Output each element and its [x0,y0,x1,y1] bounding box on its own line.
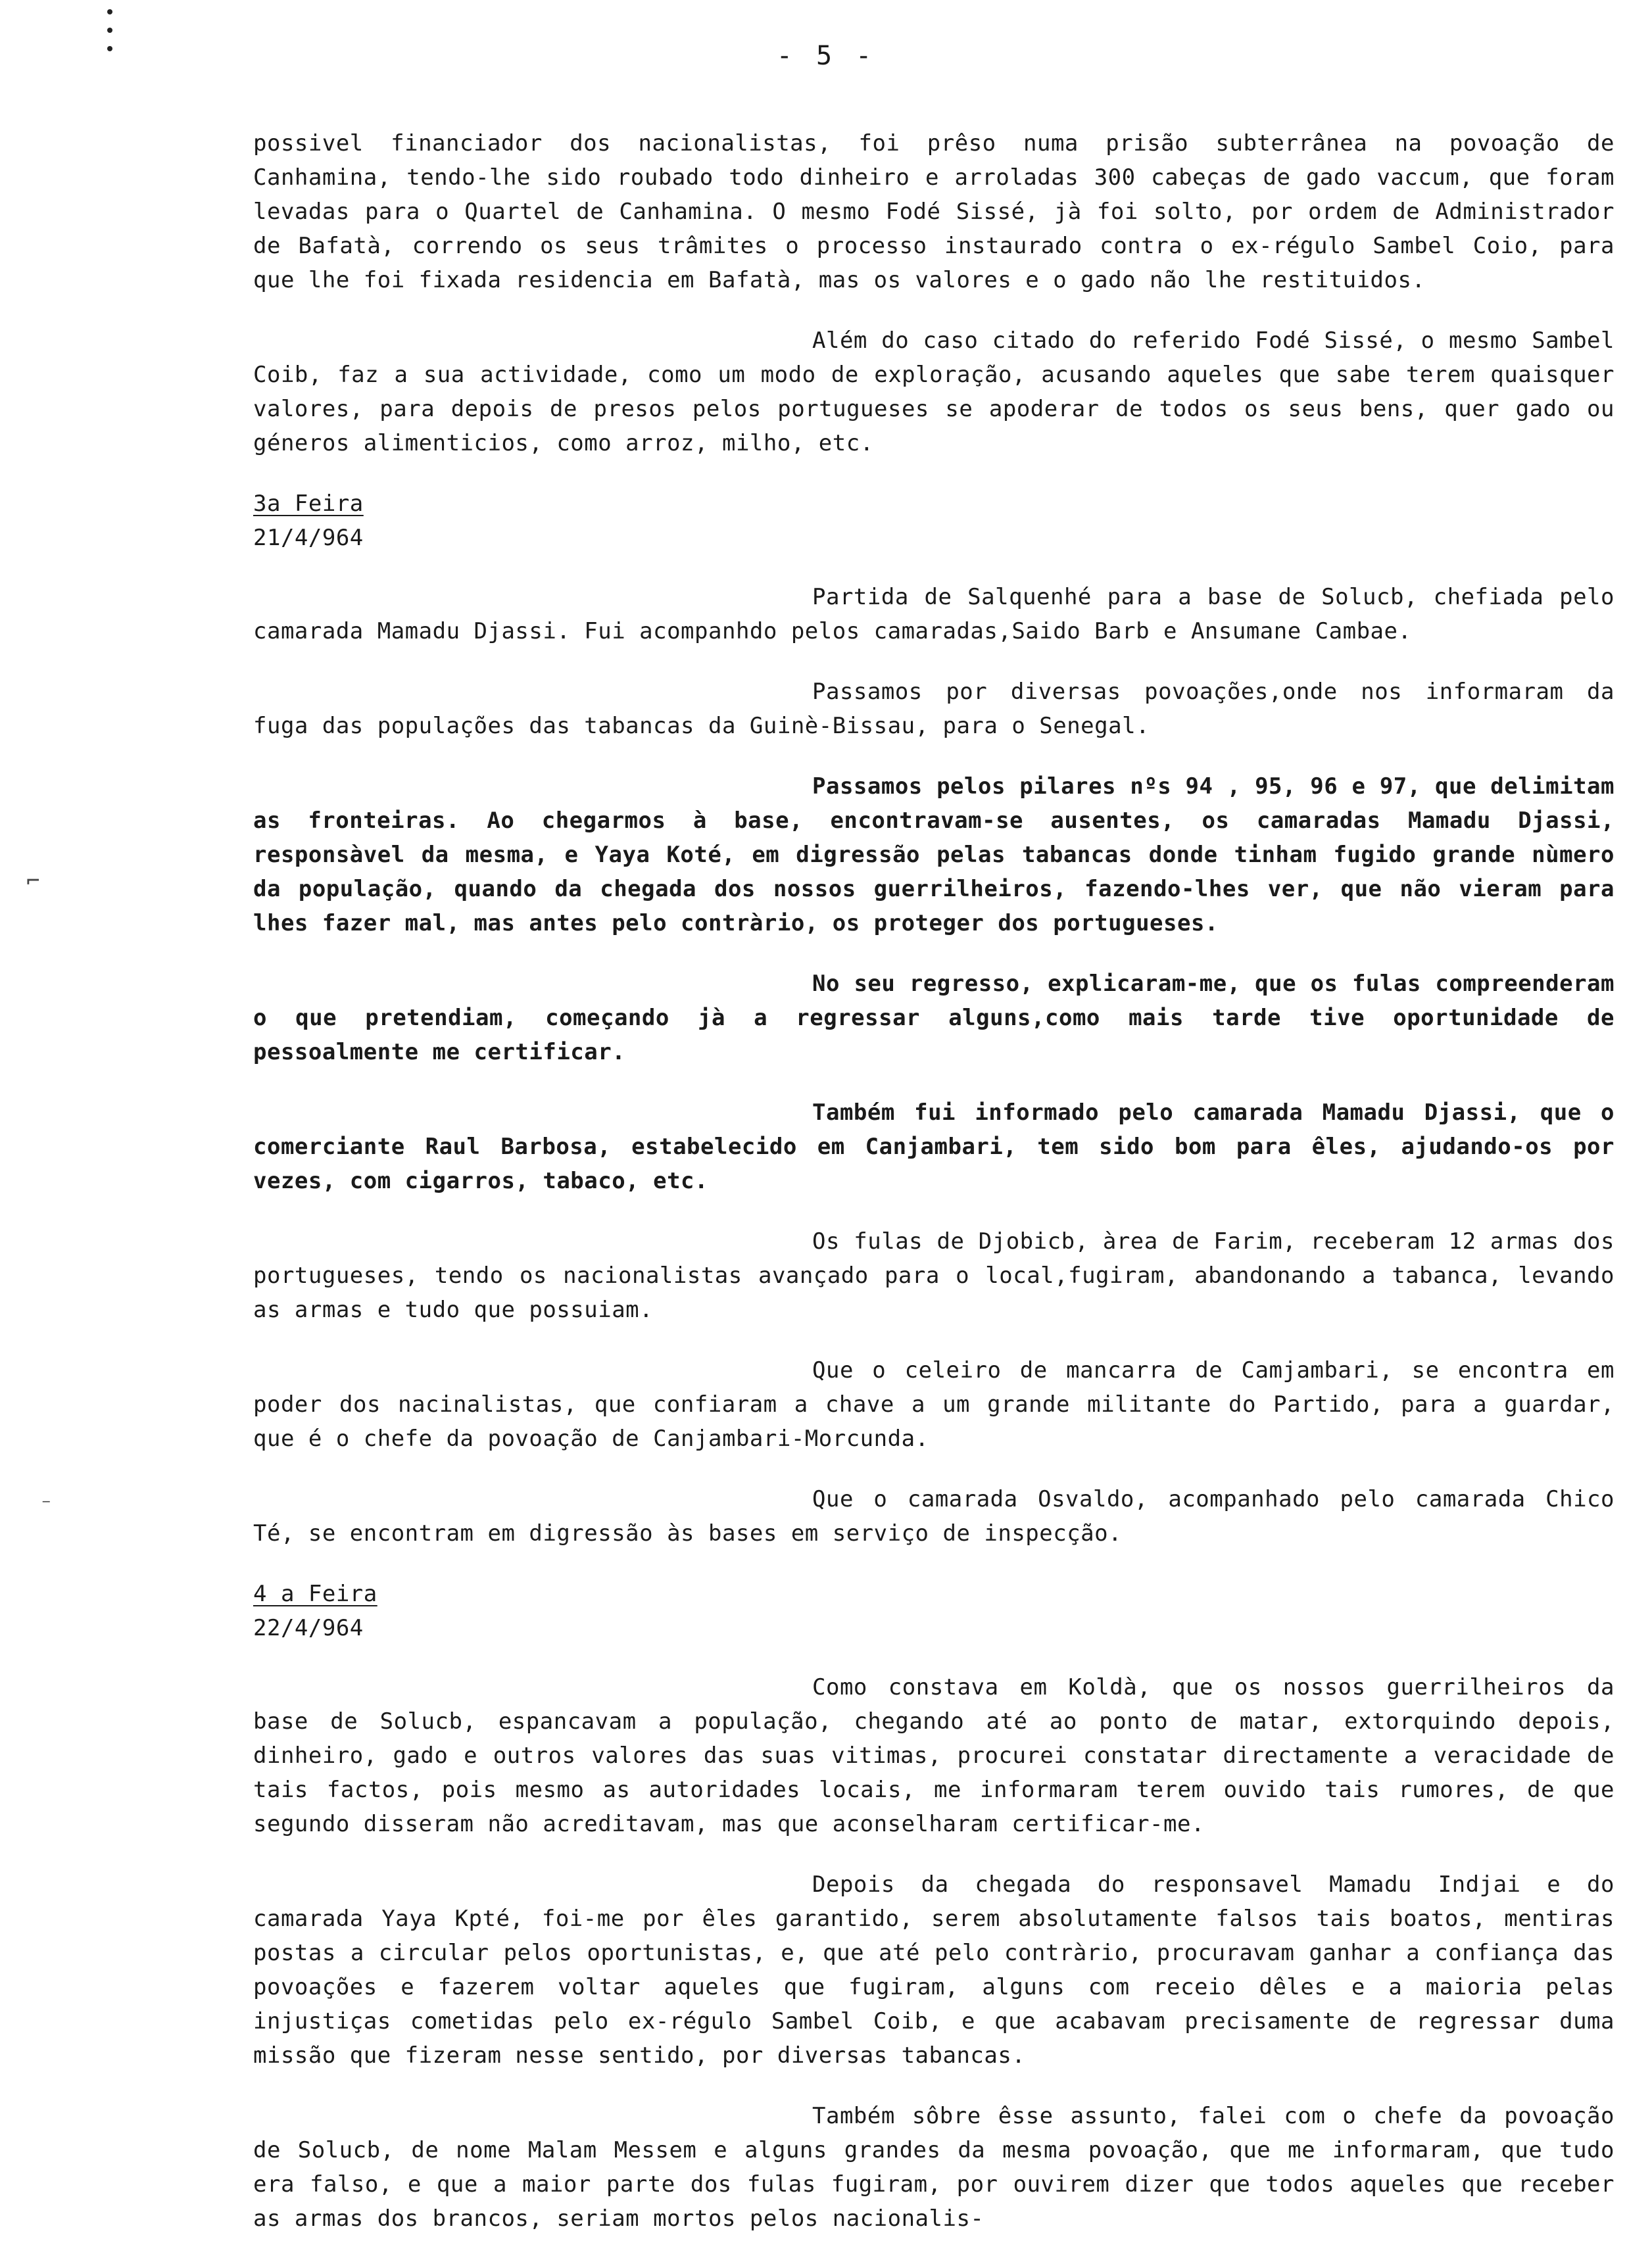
paragraph: Como constava em Koldà, que os nossos guerrilheiros da base de Solucb, espancavam a população, chegando até ao ponto de matar, extorquindo depois, dinheiro, gado e outros valores das suas vitimas, procurei constatar directamente a veracidade de tais factos, pois mesmo as autoridades locais, me informaram terem ouvido tais rumores, de que segundo disseram não acreditavam, mas que aconselharam certificar-me. [253,1674,1615,1837]
paragraph: Que o camarada Osvaldo, acompanhado pelo camarada Chico Té, se encontram em digressão às bases em serviço de inspecção. [253,1486,1615,1547]
margin-dot [107,28,112,33]
margin-mark: ⁻ [39,1493,53,1519]
paragraph: Passamos pelos pilares nºs 94 , 95, 96 e 97, que delimitam as fronteiras. Ao chegarmos à base, encontravam-se ausentes, os camaradas Mamadu Djassi, responsàvel da mesma, e Yaya Koté, em digressão pelas tabancas donde tinham fugido grande nùmero da população, quando da chegada dos nossos guerrilheiros, fazendo-lhes ver, que não vieram para lhes fazer mal, mas antes pelo contràrio, os proteger dos portugueses. [253,773,1615,936]
paragraph: possivel financiador dos nacionalistas, foi prêso numa prisão subterrânea na povoação de Canhamina, tendo-lhe sido roubado todo dinheiro e arroladas 300 cabeças de gado vaccum, que foram levadas para o Quartel de Canhamina. O mesmo Fodé Sissé, jà foi solto, por ordem de Administrador de Bafatà, correndo os seus trâmites o processo instaurado contra o ex-régulo Sambel Coio, para que lhe foi fixada residencia em Bafatà, mas os valores e o gado não lhe restituidos. [253,130,1615,293]
paragraph: Além do caso citado do referido Fodé Sissé, o mesmo Sambel Coib, faz a sua actividade, como um modo de exploração, acusando aqueles que sabe terem quaisquer valores, para depois de presos pelos portugueses se apoderar de todos os seus bens, quer gado ou géneros alimenticios, como arroz, milho, etc. [253,327,1615,456]
paragraph: Também fui informado pelo camarada Mamadu Djassi, que o comerciante Raul Barbosa, estabelecido em Canjambari, tem sido bom para êles, ajudando-os por vezes, com cigarros, tabaco, etc. [253,1099,1615,1194]
margin-mark: ⌐ [26,868,40,894]
entry-date-heading [253,487,1615,555]
margin-dot [107,9,112,14]
weekday-label: 4 a Feira [253,1581,377,1607]
date-label: 22/4/964 [253,1615,364,1641]
date-label: 21/4/964 [253,525,364,551]
entry-date-heading [253,1577,1615,1645]
paragraph: Depois da chegada do responsavel Mamadu Indjai e do camarada Yaya Kpté, foi-me por êles garantido, serem absolutamente falsos tais boatos, mentiras postas a circular pelos oportunistas, e, que até pelo contràrio, procuravam ganhar a confiança das povoações e fazerem voltar aqueles que fugiram, alguns com receio dêles e a maioria pelas injustiças cometidas pelo ex-régulo Sambel Coib, e que acabavam precisamente de regressar duma missão que fizeram nesse sentido, por diversas tabancas. [253,1871,1615,2069]
paragraph: Também sôbre êsse assunto, falei com o chefe da povoação de Solucb, de nome Malam Messem e alguns grandes da mesma povoação, que me informaram, que tudo era falso, e que a maior parte dos fulas fugiram, por ouvirem dizer que todos aqueles que receber as armas dos brancos, seriam mortos pelos nacionalis- [253,2103,1615,2232]
document-body [253,126,1615,2262]
paragraph: No seu regresso, explicaram-me, que os fulas compreenderam o que pretendiam, começando jà a regressar alguns,como mais tarde tive oportunidade de pessoalmente me certificar. [253,971,1615,1065]
paragraph: Que o celeiro de mancarra de Camjambari, se encontra em poder dos nacinalistas, que confiaram a chave a um grande militante do Partido, para a guardar, que é o chefe da povoação de Canjambari-Morcunda. [253,1357,1615,1452]
page-number: - 5 - [776,41,876,71]
paragraph: Os fulas de Djobicb, àrea de Farim, receberam 12 armas dos portugueses, tendo os nacionalistas avançado para o local,fugiram, abandonando a tabanca, levando as armas e tudo que possuiam. [253,1228,1615,1323]
paragraph: Passamos por diversas povoações,onde nos informaram da fuga das populações das tabancas da Guinè-Bissau, para o Senegal. [253,679,1615,739]
paragraph: Partida de Salquenhé para a base de Solucb, chefiada pelo camarada Mamadu Djassi. Fui acompanhdo pelos camaradas,Saido Barb e Ansumane Cambae. [253,584,1615,644]
weekday-label: 3a Feira [253,491,364,517]
